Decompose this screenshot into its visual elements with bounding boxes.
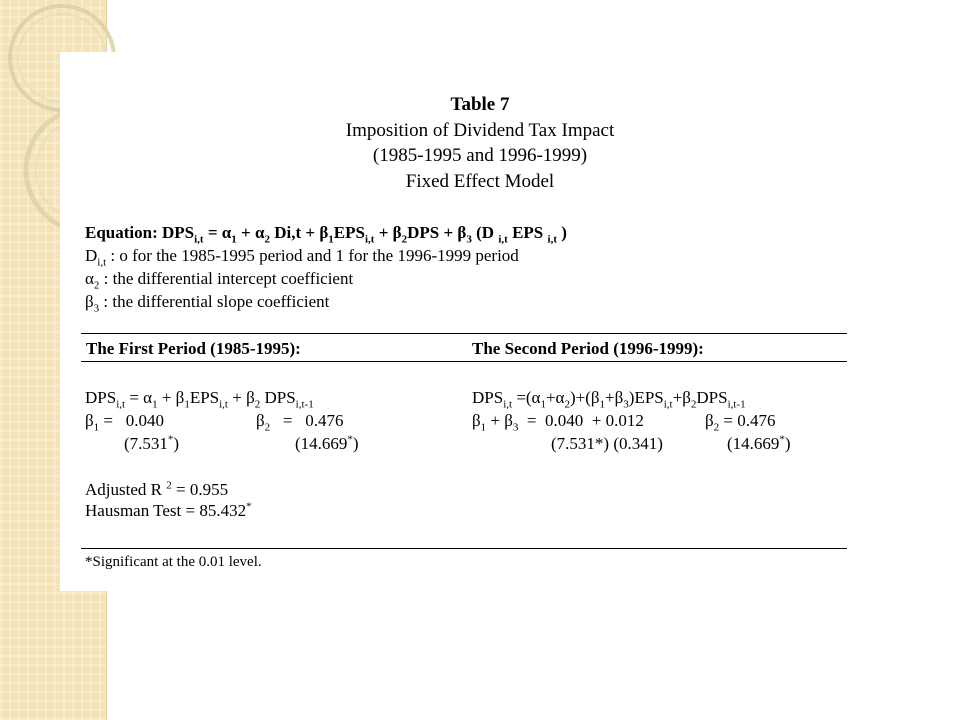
second-beta1-value: 0.040: [545, 411, 584, 430]
first-period-beta1: $\beta_1 = 0.040$: [85, 411, 164, 434]
first-beta1-value: 0.040: [125, 411, 164, 430]
table-header-rule: [81, 361, 847, 362]
first-period-beta1-tstat: (7.531*): [124, 433, 180, 453]
first-period-beta2-tstat: (14.669*): [295, 433, 359, 453]
second-beta3-t-value: (0.341): [613, 434, 663, 453]
first-period-beta2: $\beta_2 = 0.476$: [256, 411, 344, 434]
table-number: Table 7: [450, 94, 510, 115]
table-title-block: [0, 92, 960, 194]
table-period-range: (1985-1995 and 1996-1999): [372, 145, 588, 166]
second-beta1-t-value: (7.531*): [551, 434, 610, 453]
second-beta2-t-value: 14.669: [732, 434, 780, 453]
first-period-equation: $DPS_{i,t} = \alpha_1 + \beta_1EPS_{i,t} + \beta_2$ $DPS_{i,t-1}$: [85, 388, 314, 411]
second-period-header: The Second Period (1996-1999):: [472, 339, 704, 358]
table-bottom-rule: [81, 548, 847, 549]
first-beta1-t-value: 7.531: [129, 434, 168, 453]
beta3-definition-text: : the differential slope coefficient: [103, 292, 330, 311]
adjusted-r2-value: 0.955: [189, 480, 229, 499]
second-period-beta2-tstat: (14.669*): [727, 433, 791, 453]
second-period-equation: $DPS_{i,t} =(\alpha_1+\alpha_2)+(\beta_1+\beta_3)EPS_{i,t}+\beta_2DPS_{i,t-1}$: [472, 388, 746, 411]
table-model-name: Fixed Effect Model: [405, 170, 555, 192]
alpha2-definition: $\alpha_2$ : the differential intercept coefficient: [85, 269, 354, 292]
significance-footnote: *Significant at the 0.01 level.: [85, 554, 262, 570]
alpha2-definition-text: : the differential intercept coefficient: [103, 269, 354, 288]
first-beta2-t-value: 14.669: [300, 434, 348, 453]
equation-block: [85, 221, 567, 313]
second-period-beta2: $\beta_2 = 0.476$: [705, 411, 776, 434]
second-beta2-value: 0.476: [737, 411, 776, 430]
equation-label: Equation:: [85, 223, 158, 242]
hausman-test: Hausman Test = 85.432*: [85, 500, 252, 520]
adjusted-r2: Adjusted R $^2$ = 0.955: [85, 479, 229, 499]
second-period-beta1-plus-beta3: $\beta_1 + \beta_3 = 0.040 + 0.012$: [472, 411, 644, 434]
table-top-rule: [81, 333, 847, 334]
regression-equation: Equation: $DPS_{i,t} = \alpha_1 + \alpha_2$ $Di,t + \beta_1EPS_{i,t} + \beta_2DPS + \beta_3$ (D $_{i,t}$ EPS $_{i,t}$ ): [85, 223, 567, 246]
first-period-header: The First Period (1985-1995):: [86, 339, 301, 358]
first-beta2-value: 0.476: [305, 411, 344, 430]
second-period-tstats: [551, 434, 663, 454]
dummy-definition: $D_{i,t}$ : o for the 1985-1995 period and 1 for the 1996-1999 period: [85, 246, 519, 269]
dummy-definition-text: : o for the 1985-1995 period and 1 for the 1996-1999 period: [110, 246, 519, 265]
hausman-test-value: 85.432: [199, 501, 247, 520]
table-subtitle: Imposition of Dividend Tax Impact: [345, 119, 615, 141]
beta3-definition: $\beta_3$ : the differential slope coefficient: [85, 292, 330, 315]
second-beta3-value: 0.012: [605, 411, 644, 430]
